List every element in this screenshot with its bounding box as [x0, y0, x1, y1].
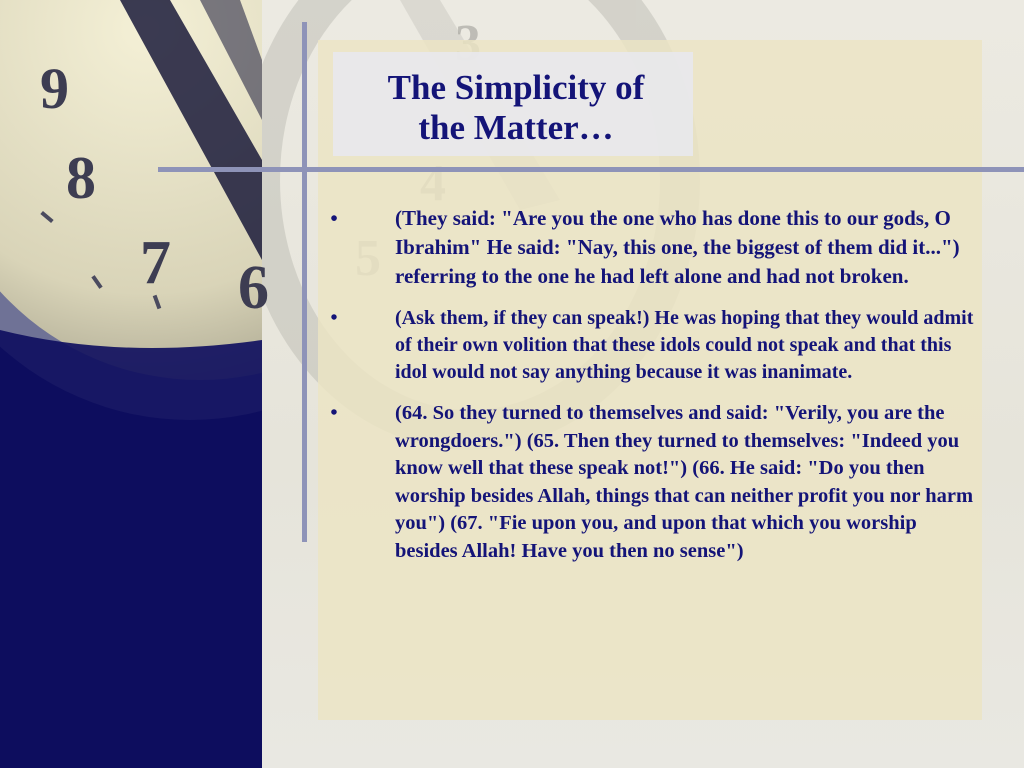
slide-title	[333, 68, 699, 148]
slide-title-line-1: The Simplicity of	[387, 68, 645, 107]
bullet-text: (64. So they turned to themselves and said: "Verily, you are the wrongdoers.") (65. Then they turned to themselves: "Indeed you know well that these speak not!") (66. He said: "Do you then worship besides Allah, things that can neither profit you nor harm you") (67. "Fie upon you, and upon that which you worship besides Allah! Have you then no sense")	[395, 402, 974, 562]
clock-numeral-6: 6	[238, 254, 269, 322]
bullet-text: (They said: "Are you the one who has done this to our gods, O Ibrahim" He said: "Nay, this one, the biggest of them did it...") referring to the one he had left alone and had not broken.	[395, 206, 960, 288]
list-item	[320, 204, 980, 291]
list-item	[320, 400, 980, 565]
clock-numeral-9: 9	[40, 56, 69, 121]
bullet-dot-icon: •	[330, 402, 338, 424]
bullet-list	[320, 204, 980, 579]
horizontal-divider-line	[158, 167, 1024, 172]
list-item	[320, 305, 980, 386]
vertical-divider-line	[302, 22, 307, 542]
clock-numeral-8: 8	[66, 145, 96, 211]
bullet-dot-icon: •	[330, 206, 338, 230]
bullet-text: (Ask them, if they can speak!) He was hoping that they would admit of their own volition that these idols could not speak and that this idol would not say anything because it was inanimate.	[395, 307, 974, 383]
bullet-dot-icon: •	[330, 307, 338, 329]
clock-numeral-7: 7	[140, 229, 171, 297]
slide-title-line-2: the Matter…	[418, 108, 614, 147]
